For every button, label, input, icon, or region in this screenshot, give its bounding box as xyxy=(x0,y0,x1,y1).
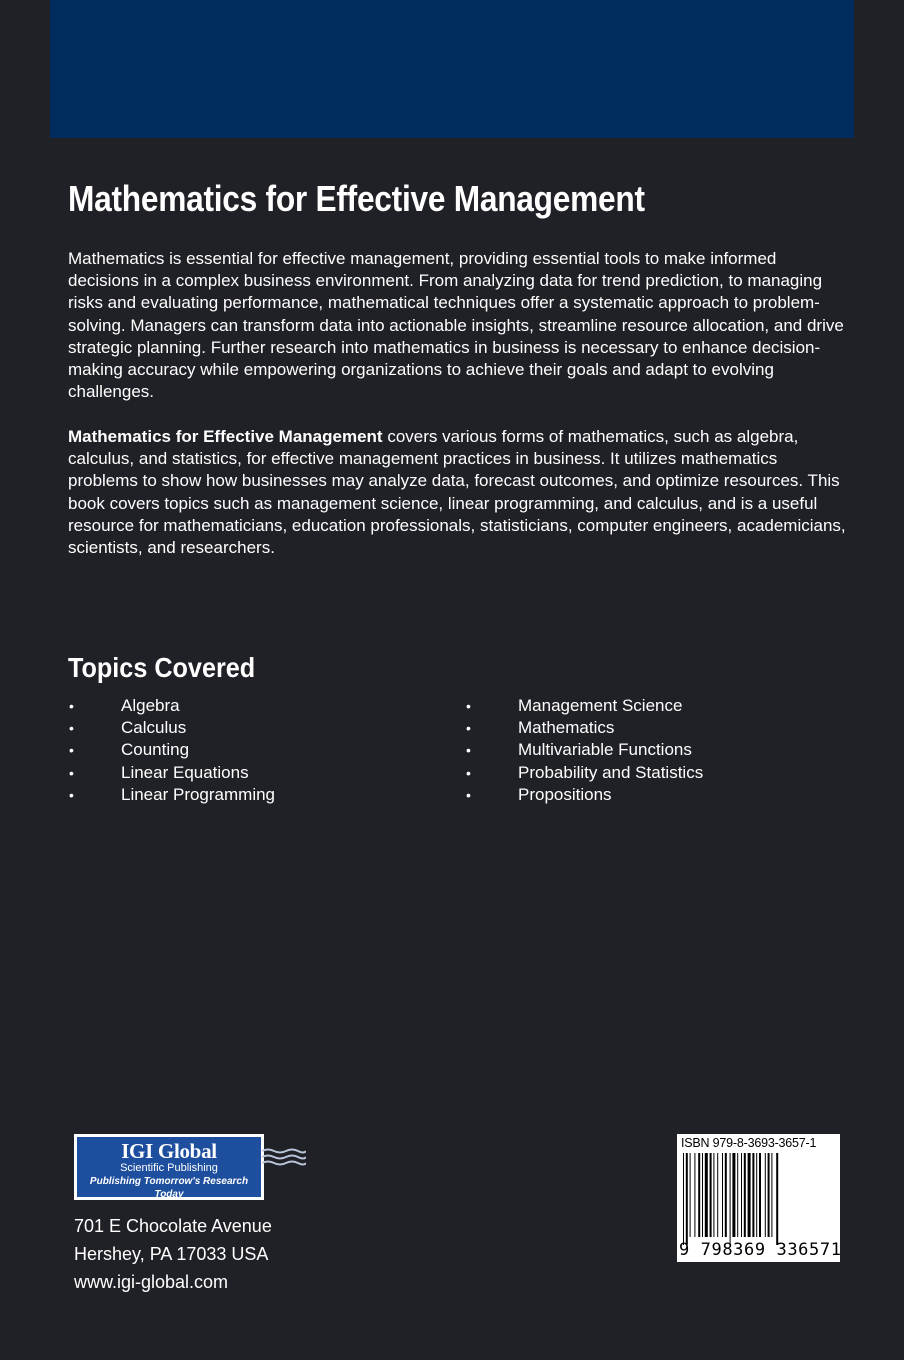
barcode-bar xyxy=(759,1153,761,1237)
barcode-bar xyxy=(744,1153,746,1237)
publisher-website: www.igi-global.com xyxy=(74,1272,229,1292)
topic-item: • Propositions xyxy=(465,784,703,806)
description-paragraph-2-text: covers various forms of mathematics, such as algebra, calculus, and statistics, for effective management practices in business. It utilizes mathematics problems to show how businesses may analyze data, forecast outcomes, and optimize resources. This book covers topics such as management science, linear programming, and calculus, and is a useful resource for mathematicians, education professionals, statisticians, computer engineers, academicians, scientists, and researchers. xyxy=(68,427,846,558)
barcode-bar xyxy=(752,1153,754,1237)
description-paragraph-2 xyxy=(68,426,848,559)
isbn-label: ISBN 979-8-3693-3657-1 xyxy=(681,1136,817,1150)
book-title: Mathematics for Effective Management xyxy=(68,178,645,219)
publisher-logo-tagline: Publishing Tomorrow's Research Today xyxy=(89,1176,249,1200)
barcode-bar xyxy=(683,1153,684,1245)
description-book-title: Mathematics for Effective Management xyxy=(68,427,383,446)
publisher-logo xyxy=(74,1134,264,1200)
address-line-2: Hershey, PA 17033 USA xyxy=(74,1244,269,1264)
topic-item: • Linear Programming xyxy=(68,784,275,806)
logo-waves-icon xyxy=(262,1147,306,1171)
barcode-bar xyxy=(710,1153,712,1237)
barcode-bar xyxy=(717,1153,718,1237)
topic-item: • Multivariable Functions xyxy=(465,739,703,761)
barcode-bar xyxy=(756,1153,757,1237)
topic-item: • Management Science xyxy=(465,695,703,717)
barcode-bar xyxy=(771,1153,772,1237)
isbn-barcode xyxy=(677,1134,840,1262)
barcode-bar xyxy=(702,1153,703,1237)
publisher-logo-panel xyxy=(77,1137,261,1200)
barcode-bar xyxy=(730,1153,731,1245)
barcode-bar xyxy=(737,1153,738,1237)
barcode-bar xyxy=(741,1153,742,1237)
barcode-bar xyxy=(776,1153,778,1245)
barcode-bar xyxy=(748,1153,751,1237)
barcode-bar xyxy=(765,1153,766,1237)
topic-item: • Probability and Statistics xyxy=(465,762,703,784)
topics-list-right xyxy=(465,695,703,806)
cover-top-band xyxy=(50,0,854,138)
address-line-1: 701 E Chocolate Avenue xyxy=(74,1216,272,1236)
topics-list-left xyxy=(68,695,275,806)
barcode-bar xyxy=(725,1153,727,1237)
topic-item: • Counting xyxy=(68,739,275,761)
topic-item: • Calculus xyxy=(68,717,275,739)
topic-item: • Linear Equations xyxy=(68,762,275,784)
topic-item: • Algebra xyxy=(68,695,275,717)
barcode-bar xyxy=(722,1153,723,1237)
publisher-logo-name: IGI Global xyxy=(121,1139,217,1163)
barcode-digits: 9 798369 336571 xyxy=(679,1240,842,1260)
barcode-bar xyxy=(713,1153,714,1237)
publisher-address xyxy=(74,1212,272,1296)
description-paragraph-1: Mathematics is essential for effective management, providing essential tools to make informed decisions in a complex business environment. From analyzing data for trend prediction, to managing risks and evaluating performance, mathematical techniques offer a systematic approach to problem-solving. Managers can transform data into actionable insights, streamline resource allocation, and drive strategic planning. Further research into mathematics in business is necessary to enhance decision-making accuracy while empowering organizations to achieve their goals and adapt to evolving challenges. xyxy=(68,249,844,402)
publisher-logo-subtitle: Scientific Publishing xyxy=(120,1162,218,1174)
barcode-bar xyxy=(686,1153,688,1245)
barcode-bar xyxy=(690,1153,691,1237)
barcode-bar xyxy=(768,1153,770,1237)
barcode-bar xyxy=(732,1153,735,1237)
topic-item: • Mathematics xyxy=(465,717,703,739)
barcode-bar xyxy=(698,1153,700,1237)
topics-heading: Topics Covered xyxy=(68,652,256,683)
barcode-bar xyxy=(705,1153,708,1237)
barcode-bar xyxy=(694,1153,695,1237)
